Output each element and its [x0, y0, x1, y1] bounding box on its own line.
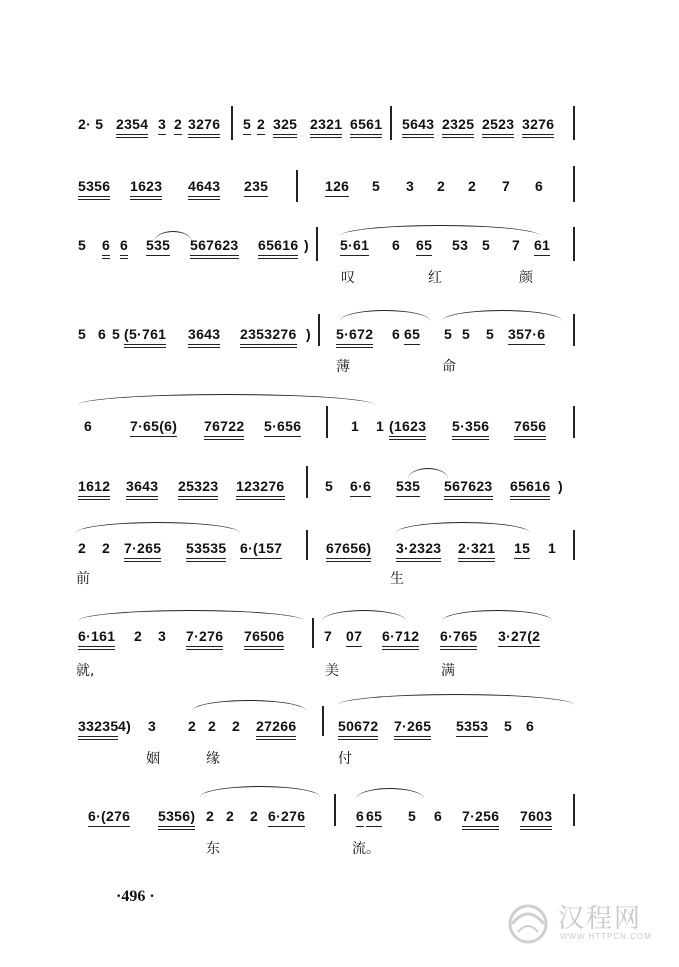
bar-line — [573, 166, 575, 202]
note-group: 07 — [346, 628, 363, 644]
note-group: 53 — [452, 237, 469, 253]
note-group: 5 — [78, 326, 87, 342]
note-group: 3 — [158, 628, 167, 644]
note-group: 3643 — [126, 478, 159, 494]
score-line-1 — [0, 110, 679, 170]
bar-line — [312, 618, 314, 648]
bar-line — [318, 314, 320, 346]
note-group: 567623 — [190, 237, 239, 253]
note-group: 6 — [120, 237, 129, 253]
note-group: 3·27(2 — [498, 628, 541, 644]
bar-line — [322, 706, 324, 736]
note-group: 5356) — [158, 808, 196, 824]
lyric-char: 流。 — [352, 841, 380, 857]
note-group: 33235 — [78, 718, 119, 734]
bar-line — [390, 106, 392, 140]
lyric-char: 姻 — [146, 751, 160, 767]
note-group: 5 — [243, 116, 252, 132]
note-group: ) — [558, 478, 563, 494]
slur-mark — [340, 310, 430, 321]
note-group: 65 — [366, 808, 383, 824]
note-group: 6·6 — [350, 478, 372, 494]
note-group: 7 — [502, 178, 511, 194]
lyric-char: 命 — [442, 359, 456, 375]
slur-mark — [200, 786, 320, 797]
note-group: 123276 — [236, 478, 285, 494]
note-group: 3 — [148, 718, 157, 734]
note-group: 2· 5 — [78, 116, 104, 132]
note-group: 535 — [396, 478, 421, 494]
note-group: 7603 — [520, 808, 553, 824]
note-group: 1623 — [130, 178, 163, 194]
slur-mark — [442, 310, 562, 321]
note-group: 2·321 — [458, 540, 496, 556]
note-group: 2321 — [310, 116, 343, 132]
note-group: 2 — [232, 718, 241, 734]
slur-mark — [78, 610, 304, 621]
lyric-char: 美 — [325, 663, 339, 679]
note-group: 6 — [84, 418, 93, 434]
bar-line — [316, 227, 318, 261]
note-group: 2 — [134, 628, 143, 644]
note-group: 7 — [512, 237, 521, 253]
note-group: (1623 — [389, 418, 427, 434]
note-group: 1 — [376, 418, 385, 434]
note-group: 50672 — [338, 718, 379, 734]
note-group: 5356 — [78, 178, 111, 194]
lyric-char: 缘 — [206, 751, 220, 767]
note-group: 65616 — [510, 478, 551, 494]
note-group: 235 — [244, 178, 269, 194]
note-group: 2 — [208, 718, 217, 734]
note-group: 5·61 — [340, 237, 370, 253]
note-group: 357·6 — [508, 326, 546, 342]
slur-mark — [340, 225, 540, 236]
note-group: 535 — [146, 237, 171, 253]
note-group: 7656 — [514, 418, 547, 434]
note-group: 65616 — [258, 237, 299, 253]
bar-line — [573, 106, 575, 140]
note-group: 2 — [226, 808, 235, 824]
bar-line — [334, 794, 336, 826]
note-group: 7·276 — [186, 628, 224, 644]
note-group: 5 — [372, 178, 381, 194]
note-group: 1 — [548, 540, 557, 556]
slur-mark — [356, 788, 424, 799]
slur-mark — [192, 700, 306, 711]
note-group: 76506 — [244, 628, 285, 644]
note-group: 6 — [526, 718, 535, 734]
note-group: 5 — [486, 326, 495, 342]
note-group: 3276 — [188, 116, 221, 132]
note-group: 325 — [273, 116, 298, 132]
score-line-7 — [0, 520, 679, 587]
note-group: 2 — [250, 808, 259, 824]
note-group: 2 — [102, 540, 111, 556]
score-line-10 — [0, 786, 679, 857]
note-group: 3643 — [188, 326, 221, 342]
note-group: 1 — [351, 418, 360, 434]
lyric-char: 前 — [76, 571, 90, 587]
note-group: 6·765 — [440, 628, 478, 644]
lyric-char: 就, — [76, 663, 95, 679]
bar-line — [573, 314, 575, 346]
note-group: 65 — [416, 237, 433, 253]
note-group: 3·2323 — [396, 540, 442, 556]
note-group: 6·(276 — [88, 808, 131, 824]
note-group: 6·(157 — [240, 540, 283, 556]
score-line-2 — [0, 170, 679, 230]
note-group: 5 — [408, 808, 417, 824]
note-group: 7·65(6) — [130, 418, 178, 434]
lyric-char: 叹 — [341, 270, 355, 286]
watermark-logo-icon — [500, 898, 556, 948]
lyric-char: 满 — [441, 663, 455, 679]
note-group: 6561 — [350, 116, 383, 132]
note-group: 2523 — [482, 116, 515, 132]
note-group: 7 — [324, 628, 333, 644]
note-group: 6·712 — [382, 628, 420, 644]
note-group: 4643 — [188, 178, 221, 194]
note-group: 2 — [468, 178, 477, 194]
score-line-8 — [0, 608, 679, 679]
note-group: 5·672 — [336, 326, 374, 342]
note-group: 2354 — [116, 116, 149, 132]
note-group: 3 — [158, 116, 167, 132]
note-group: 15 — [514, 540, 531, 556]
score-line-5 — [0, 400, 679, 460]
note-group: 5 — [78, 237, 87, 253]
note-group: 65 — [404, 326, 421, 342]
watermark-text: 汉程网 — [558, 904, 643, 934]
note-group: 5·656 — [264, 418, 302, 434]
lyric-char: 薄 — [336, 359, 350, 375]
note-group: 2 — [78, 540, 87, 556]
watermark — [500, 898, 670, 954]
note-group: 2 — [206, 808, 215, 824]
note-group: 5 — [112, 326, 121, 342]
note-group: 5 — [482, 237, 491, 253]
slur-mark — [442, 610, 552, 621]
note-group: 6 — [356, 808, 365, 824]
score-line-9 — [0, 700, 679, 767]
lyric-char: 红 — [428, 270, 442, 286]
note-group: 5353 — [456, 718, 489, 734]
slur-mark — [396, 522, 530, 533]
note-group: 7·256 — [462, 808, 500, 824]
note-group: 25323 — [178, 478, 219, 494]
note-group: 5 — [504, 718, 513, 734]
note-group: 6·276 — [268, 808, 306, 824]
lyric-char: 颜 — [519, 270, 533, 286]
slur-mark — [76, 522, 240, 533]
note-group: 2353276 — [240, 326, 297, 342]
note-group: 6 — [535, 178, 544, 194]
slur-mark — [322, 610, 406, 621]
bar-line — [326, 406, 328, 438]
note-group: 5 — [444, 326, 453, 342]
note-group: 2 — [174, 116, 183, 132]
note-group: (5·761 — [124, 326, 167, 342]
note-group: 567623 — [444, 478, 493, 494]
note-group: 6 — [392, 237, 401, 253]
note-group: 3 — [406, 178, 415, 194]
score-line-4 — [0, 310, 679, 375]
bar-line — [306, 466, 308, 498]
bar-line — [573, 227, 575, 261]
note-group: 6 — [434, 808, 443, 824]
score-line-3 — [0, 225, 679, 285]
score-line-6 — [0, 462, 679, 522]
note-group: 61 — [534, 237, 551, 253]
note-group: 6 — [98, 326, 107, 342]
note-group: 5 — [462, 326, 471, 342]
note-group: 126 — [325, 178, 350, 194]
note-group: 76722 — [204, 418, 245, 434]
note-group: 53535 — [186, 540, 227, 556]
bar-line — [573, 530, 575, 560]
bar-line — [573, 406, 575, 438]
note-group: 2 — [188, 718, 197, 734]
bar-line — [573, 794, 575, 826]
note-group: 6 — [392, 326, 401, 342]
lyric-char: 付 — [338, 751, 352, 767]
note-group: 2325 — [442, 116, 475, 132]
bar-line — [306, 530, 308, 560]
note-group: 2 — [257, 116, 266, 132]
watermark-url: WWW.HTTPCN.COM — [560, 932, 652, 941]
note-group: 3276 — [522, 116, 555, 132]
note-group: 2 — [437, 178, 446, 194]
note-group: 5·356 — [452, 418, 490, 434]
note-group: ) — [306, 326, 311, 342]
note-group: 6 — [102, 237, 111, 253]
note-group: ) — [304, 237, 309, 253]
note-group: 5 — [325, 478, 334, 494]
slur-mark — [78, 394, 374, 405]
bar-line — [231, 106, 233, 140]
note-group: 7·265 — [124, 540, 162, 556]
note-group: 7·265 — [394, 718, 432, 734]
note-group: 5643 — [402, 116, 435, 132]
note-group: 1612 — [78, 478, 111, 494]
lyric-char: 生 — [390, 571, 404, 587]
page-number: ·496 · — [116, 888, 155, 905]
lyric-char: 东 — [206, 841, 220, 857]
slur-mark — [338, 694, 574, 705]
note-group: 27266 — [256, 718, 297, 734]
bar-line — [296, 170, 298, 202]
note-group: 6·161 — [78, 628, 116, 644]
note-group: 4) — [118, 718, 132, 734]
note-group: 67656) — [326, 540, 372, 556]
